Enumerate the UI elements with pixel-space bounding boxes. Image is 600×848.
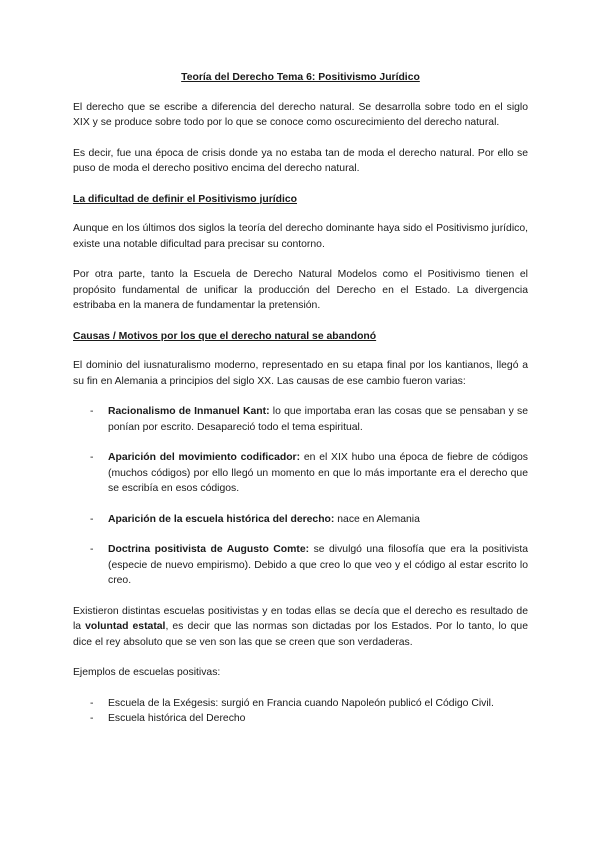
cause-text: lo que importaba eran las cosas que se pensaban y se ponían por escrito. Desapareció todo el tema espiritual. — [108, 406, 528, 433]
cause-title: Racionalismo de Inmanuel Kant: — [108, 406, 270, 417]
section-heading: La dificultad de definir el Positivismo jurídico — [73, 193, 298, 205]
body-paragraph: Por otra parte, tanto la Escuela de Derecho Natural Modelos como el Positivismo tienen el propósito fundamental de unificar la producción del Derecho en el Estado. La divergencia estribaba en la manera de fundamentar la pretensión. — [73, 269, 528, 311]
body-paragraph: Aunque en los últimos dos siglos la teoría del derecho dominante haya sido el Positivismo jurídico, existe una notable dificultad para precisar su contorno. — [73, 223, 528, 250]
document-title: Teoría del Derecho Tema 6: Positivismo Jurídico — [181, 72, 420, 83]
list-item — [73, 542, 528, 589]
cause-title: Doctrina positivista de Augusto Comte: — [108, 544, 310, 555]
section-heading: Causas / Motivos por los que el derecho natural se abandonó — [73, 330, 377, 342]
list-item — [73, 404, 528, 435]
document-page — [73, 70, 528, 742]
causes-list — [73, 404, 528, 589]
list-item — [73, 512, 528, 528]
body-paragraph: El dominio del iusnaturalismo moderno, representado en su etapa final por los kantianos, llegó a su fin en Alemania a principios del siglo XX. Las causas de ese cambio fueron varias: — [73, 360, 528, 387]
list-item: - Escuela histórica del Derecho — [73, 711, 528, 727]
examples-intro: Ejemplos de escuelas positivas: — [73, 667, 221, 678]
examples-list — [73, 696, 528, 727]
cause-text: se divulgó una filosofía que era la positivista (especie de nuevo empirismo). Debido a que creo lo que veo y el código al estar escrito lo creo. — [108, 544, 528, 586]
intro-paragraph: El derecho que se escribe a diferencia del derecho natural. Se desarrolla sobre todo en el siglo XIX y se produce sobre todo por lo que se conoce como oscurecimiento del derecho natural. — [73, 101, 528, 128]
cause-title: Aparición del movimiento codificador: — [108, 452, 301, 463]
intro-paragraph: Es decir, fue una época de crisis donde ya no estaba tan de moda el derecho natural. Por ello se puso de moda el derecho positivo encima del derecho natural. — [73, 147, 528, 174]
cause-text: nace en Alemania — [334, 513, 420, 525]
body-paragraph: Existieron distintas escuelas positivistas y en todas ellas se decía que el derecho es resultado de la voluntad estatal, es decir que las normas son dictadas por los Estados. Por lo tanto, lo que dice el rey absoluto que se ven son las que se creen que son verdaderas. — [73, 605, 528, 648]
cause-title: Aparición de la escuela histórica del derecho: — [108, 513, 335, 525]
list-item — [73, 450, 528, 497]
cause-text: en el XIX hubo una época de fiebre de códigos (muchos códigos) por ello llegó un momento en que lo más importante era el derecho que se escribía en esos códigos. — [108, 452, 528, 494]
list-item: - Escuela de la Exégesis: surgió en Francia cuando Napoleón publicó el Código Civil. — [73, 696, 528, 712]
